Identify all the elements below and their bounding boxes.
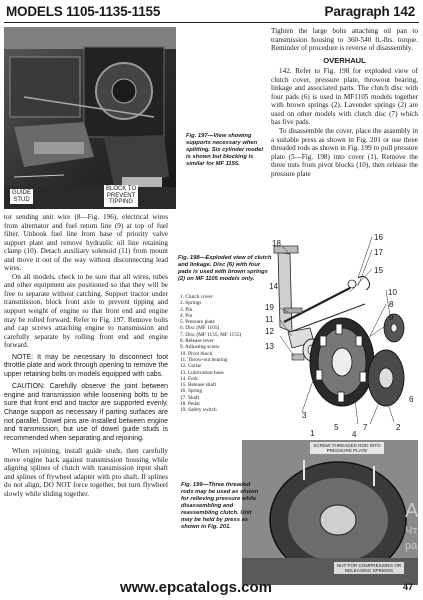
- legend-item: 19. Safety switch: [180, 407, 217, 414]
- caution-paragraph: CAUTION: Carefully observe the joint between engine and transmission while loosening bolts to be sure that front end and tractor are supported evenly. Change support as necessary if parting surfaces are not parallel. Dowel pins are installed between engine and transmission, but use of dowel guide studs is recommended when separating and rejoining.: [4, 383, 168, 442]
- callout-16: 16: [374, 233, 383, 242]
- legend-item: 17. Shaft: [180, 394, 200, 401]
- overhaul-heading: OVERHAUL: [323, 55, 366, 65]
- legend-item: 14. Fork: [180, 375, 198, 382]
- legend-item: 2. Springs: [180, 300, 202, 307]
- callout-13: 13: [265, 342, 274, 351]
- legend-item: 5. Pressure plate: [180, 319, 215, 326]
- fig197-photo: [4, 27, 176, 209]
- guide-stud-label: GUIDE STUD: [12, 190, 32, 203]
- legend-item: 1. Clutch cover: [180, 294, 213, 300]
- left-paragraph-2: On all models, check to be sure that all wires, tubes and other equipment are positioned so that they will be free to separate without catching. Support tractor under transmission, block front axle to prevent tipping and support weight of engine so that front end and engine may be rolled forward. Refer to Fig. 197. Remove bolts and cap screws attaching engine to transmission and carefully separate by rolling front end and engine forward.: [4, 272, 168, 350]
- fig199-bottom-label: NUT FOR COMPRESSING OR RELEASING SPRINGS: [334, 562, 404, 574]
- callout-17: 17: [374, 248, 383, 257]
- right-paragraph-3: To disassemble the cover, place the assembly in a suitable press as shown in Fig. 201 or use three threaded rods as shown in Fig. 199 to pull pressure plate (5—Fig. 198) into cover (1). Remove the three nuts from pivot blocks (10), then release the pressure plate: [271, 127, 418, 178]
- legend-item: 18. Pedal: [180, 401, 200, 408]
- legend-item: 3. Pin: [180, 306, 193, 313]
- watermark-letter-3: ра: [405, 540, 418, 552]
- page-number: 47: [402, 582, 413, 592]
- fig198-caption: Fig. 198—Exploded view of clutch and linkage. Disc (6) with four pads is used with brown springs (2) on MF 1105 models only.: [178, 255, 272, 282]
- legend-item: 12. Collar: [180, 363, 202, 370]
- callout-11: 11: [265, 315, 274, 324]
- callout-5: 5: [334, 423, 339, 432]
- fig199-photo: [242, 440, 418, 585]
- callout-14: 14: [269, 282, 278, 291]
- fig199-top-label: SCREW THREADED ROD INTO PRESSURE PLATE: [310, 442, 384, 454]
- callout-6: 6: [409, 395, 414, 404]
- legend-item: 8. Release lever: [180, 338, 214, 345]
- legend-item: 11. Throw-out bearing: [180, 356, 228, 363]
- page-header-paragraph: Paragraph 142: [324, 4, 415, 19]
- callout-1: 1: [310, 429, 315, 438]
- right-column: [271, 27, 418, 178]
- fig197-caption: Fig. 197—View showing supports necessary when splitting. Six cylinder model is shown but blocking is similar for MF 1155.: [186, 133, 263, 167]
- fig198-legend: [180, 294, 241, 414]
- callout-9: 9: [389, 313, 394, 322]
- legend-item: 15. Release shaft: [180, 382, 217, 389]
- callout-4: 4: [352, 430, 357, 439]
- legend-item: 13. Lubrication hose: [180, 369, 224, 376]
- legend-item: 9. Adjusting screw: [180, 344, 220, 351]
- legend-item: 16. Spring: [180, 388, 203, 395]
- note-paragraph: NOTE: It may be necessary to disconnect foot throttle plate and work through opening to remove the upper retaining bolts on models equipped with cabs.: [4, 353, 168, 378]
- page-header-models: MODELS 1105-1135-1155: [6, 4, 161, 19]
- callout-3: 3: [302, 411, 307, 420]
- block-label: BLOCK TO PREVENT TIPPING: [106, 186, 137, 205]
- callout-2: 2: [396, 423, 401, 432]
- left-paragraph-1: tor sending unit wire (8—Fig. 196), electrical wires from alternator and fuel return line (9) at top of fuel filter. Unhook fuel line from base of priority valve support plate and remove hydraulic oil line retaining clamp (10). Detach auxiliary solenoid (11) from mount and move it out of the way without disconnecting lead wires.: [4, 213, 168, 273]
- legend-item: 10. Pivot block: [180, 350, 213, 357]
- callout-7: 7: [363, 423, 368, 432]
- watermark-letter-1: А: [405, 500, 419, 522]
- callout-10: 10: [388, 288, 397, 297]
- callout-12: 12: [265, 327, 274, 336]
- right-paragraph-1: Tighten the large bolts attaching oil pan to transmission housing to 360-540 ft.-lbs. torque. Reminder of procedure is reverse of disassembly.: [271, 27, 418, 53]
- watermark-letter-2: Чт: [405, 525, 418, 537]
- fig199-caption: Fig. 199—Three threaded rods may be used as shown for relieving pressure while disassembling and reassembling clutch. Unit may be held by press as shown in Fig. 201.: [181, 482, 259, 530]
- header-rule: [4, 22, 419, 23]
- callout-15: 15: [374, 266, 383, 275]
- callout-18: 18: [272, 239, 281, 248]
- footer-url-link[interactable]: www.epcatalogs.com: [120, 579, 272, 596]
- left-paragraph-3: When rejoining, install guide studs, then carefully move engine back against transmission housing while aligning splines of clutch with transmission input shaft and splines of flywheel adapter with pto shaft. If splines do not align, DO NOT force together, but turn flywheel slowly while sliding together.: [4, 447, 168, 498]
- left-column: [4, 213, 168, 499]
- right-paragraph-2: 142. Refer to Fig. 198 for exploded view of clutch cover, pressure plate, throwout bearing, linkage and associated parts. The clutch disc with four pads (6) is used in MF1105 models together with brown springs (2). Lavender springs (2) are used on other models with clutch disc (7) which has five pads.: [271, 67, 418, 127]
- callout-19: 19: [265, 303, 274, 312]
- callout-8: 8: [389, 300, 394, 309]
- legend-item: 7. Disc (MF 1135, MF 1155): [180, 331, 242, 338]
- legend-item: 4. Pin: [180, 312, 193, 319]
- legend-item: 6. Disc (MF 1105): [180, 325, 220, 332]
